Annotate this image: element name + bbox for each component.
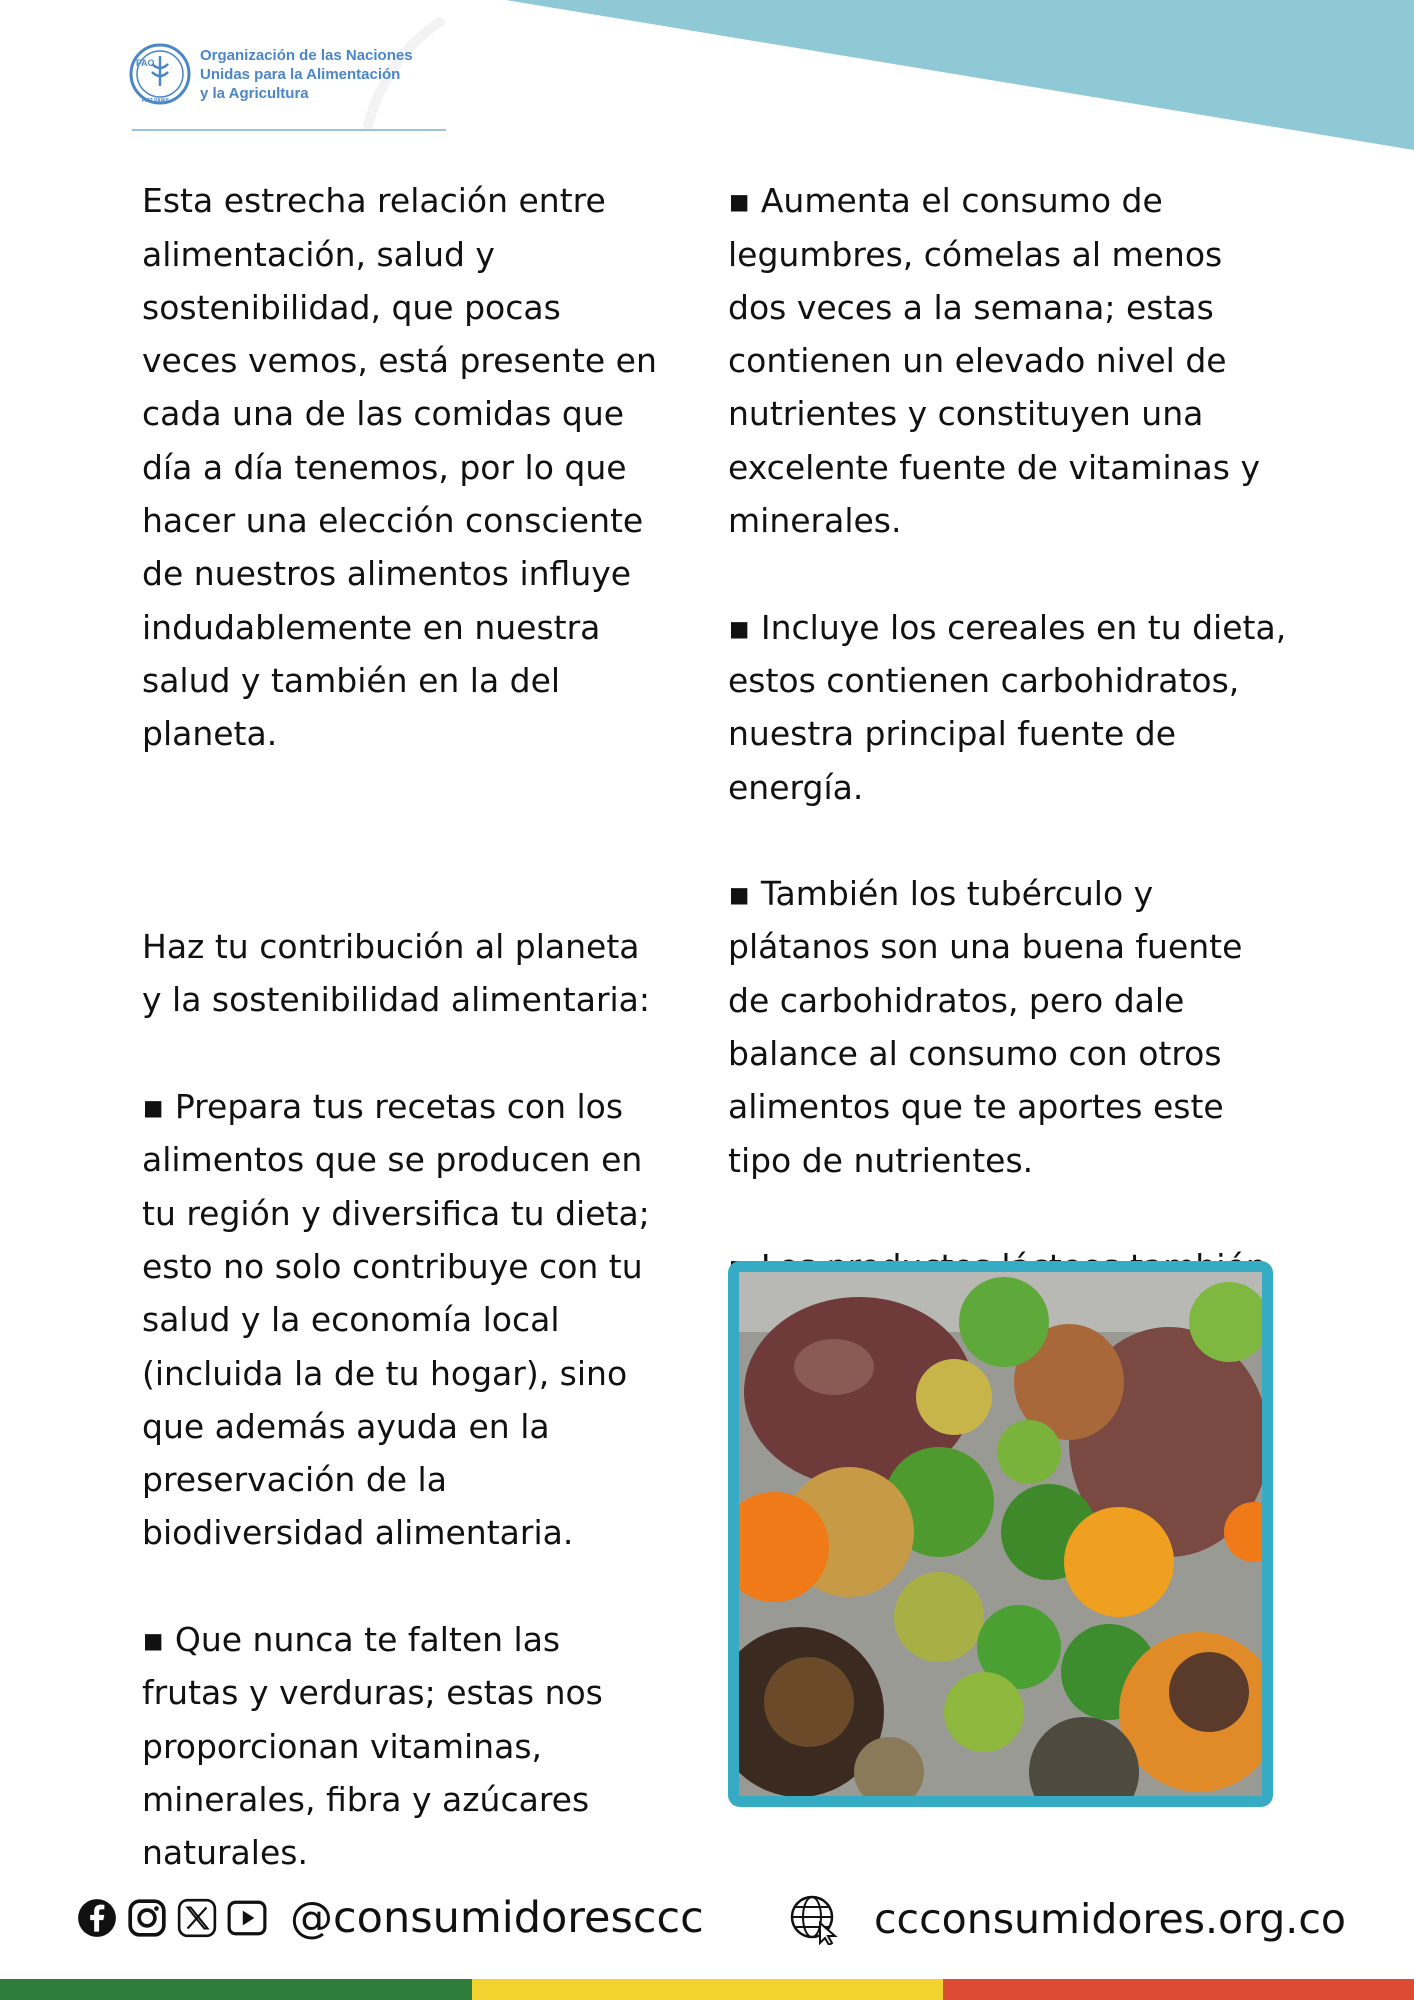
bullet-cereals: ▪ Incluye los cereales en tu dieta, estos contienen carbohidratos, nuestra principal fuente de energía. xyxy=(728,607,1287,807)
bullet-tubers: ▪ También los tubérculo y plátanos son una buena fuente de carbohidratos, pero dale balance al consumo con otros alimentos que te aportes este tipo de nutrientes. xyxy=(728,874,1243,1180)
stripe-green xyxy=(0,1979,472,2000)
logo-motto: FIAT PANIS xyxy=(142,98,170,104)
logo-acronym: FAO xyxy=(136,58,155,68)
bullet-legumes: ▪ Aumenta el consumo de legumbres, cómelas al menos dos veces a la semana; estas contienen un elevado nivel de nutrientes y constituyen una excelente fuente de vitaminas y minerales. xyxy=(728,181,1260,541)
call-to-action: Haz tu contribución al planeta y la sostenibilidad alimentaria: xyxy=(142,927,651,1020)
paragraph-gap xyxy=(142,814,662,867)
spoiled-fruit-photo xyxy=(739,1272,1262,1796)
website-url[interactable]: ccconsumidores.org.co xyxy=(874,1895,1346,1943)
website-link xyxy=(788,1893,1346,1945)
x-icon[interactable] xyxy=(176,1897,218,1939)
bullet-fruits-vegetables: ▪ Que nunca te falten las frutas y verduras; estas nos proporcionan vitaminas, minerales, fibra y azúcares naturales. xyxy=(142,1620,603,1873)
org-name-line-1: Organización de las Naciones xyxy=(200,46,413,64)
fruit-photo-frame xyxy=(728,1261,1273,1807)
youtube-icon[interactable] xyxy=(226,1897,268,1939)
org-name-line-2: Unidas para la Alimentación xyxy=(200,65,401,83)
left-column xyxy=(142,121,662,1933)
globe-cursor-icon[interactable] xyxy=(788,1893,840,1945)
instagram-icon[interactable] xyxy=(126,1897,168,1939)
fao-logo xyxy=(128,42,413,106)
stripe-red xyxy=(943,1979,1414,2000)
fao-emblem-icon xyxy=(128,42,192,106)
social-links xyxy=(76,1893,704,1943)
stripe-yellow xyxy=(472,1979,943,2000)
org-name-line-3: y la Agricultura xyxy=(200,84,309,102)
intro-paragraph: Esta estrecha relación entre alimentación, salud y sostenibilidad, que pocas veces vemos, está presente en cada una de las comidas que día a día tenemos, por lo que hacer una elección consciente de nuestros alimentos influye indudablemente en nuestra salud y también en la del planeta. xyxy=(142,181,657,754)
social-handle[interactable]: @consumidoresccc xyxy=(290,1893,704,1943)
org-name xyxy=(200,46,413,103)
facebook-icon[interactable] xyxy=(76,1897,118,1939)
bullet-local-recipes: ▪ Prepara tus recetas con los alimentos que se producen en tu región y diversifica tu dieta; esto no solo contribuye con tu salud y la economía local (incluida la de tu hogar), sino que además ayuda en la preservación de la biodiversidad alimentaria. xyxy=(142,1087,650,1553)
